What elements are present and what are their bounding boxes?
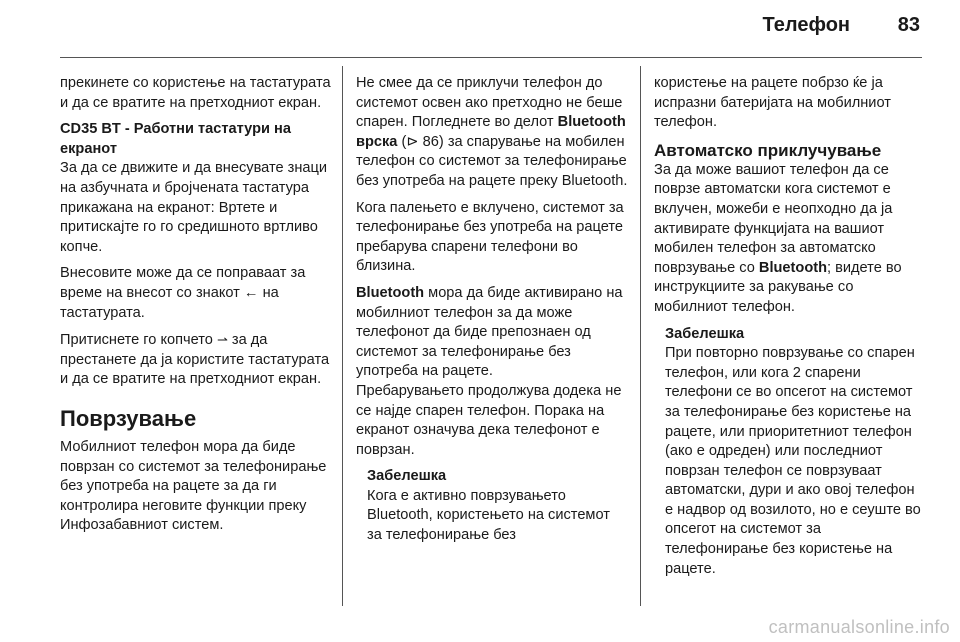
paragraph-connection: Мобилниот телефон мора да биде поврзан со системот за телефонирање без употреба на рацете за да ги контролира неговите функции преку Инфозабавниот систем. — [60, 438, 327, 534]
bluetooth-term-2: Bluetooth — [758, 259, 828, 276]
paragraph-bluetooth-active — [356, 284, 628, 382]
paragraph-battery-cont: користење на рацете побрзо ќе ја испразни батеријата на мобилниот телефон. — [654, 75, 891, 131]
bluetooth-term: Bluetooth — [356, 284, 425, 301]
bluetooth-active-text: мора да биде активирано на мобилниот телефон за да може телефонот да биде препознаен од системот за телефонирање без употреба на рацете. — [356, 284, 623, 380]
pairing-text-b: за спарување на мобилен телефон со системот за телефонирање без употреба на рацете преку Bluetooth. — [356, 133, 628, 189]
paragraph-corrections: Внесовите може да се поправаат за време на внесот со знакот ← на тастатурата. — [60, 265, 306, 321]
paragraph-keyboard-nav: За да се движите и да внесувате знаци на азбучната и бројчената тастатура прикажана на екранот: Вртете и притискајте го го средишното вртливо копче. — [60, 160, 328, 255]
page-header — [0, 0, 960, 60]
paragraph-auto-connect — [654, 161, 924, 318]
exit-text-b: за да престанете да ја користите тастатурата и да се вратите на претходниот екран. — [60, 332, 330, 388]
page-number: 83 — [897, 14, 920, 36]
note-text: Кога е активно поврзувањето Bluetooth, користењето на системот за телефонирање без — [367, 487, 610, 544]
column-2 — [356, 74, 628, 546]
column-divider-1 — [342, 66, 343, 606]
header-divider — [60, 57, 922, 58]
intro-paragraph: прекинете со користење на тастатурата и да се вратите на претходниот екран. — [60, 75, 331, 111]
page-ref: (⊳ 86) — [401, 133, 444, 150]
auto-connect-text-a: За да може вашиот телефон да се поврзе автоматски кога системот е вклучен, можеби е неопходно да ја активирате функцијата на вашиот мобилен телефон за автоматско поврзување со — [654, 161, 893, 276]
column-1 — [60, 74, 332, 543]
pairing-text-a: Не смее да се приклучи телефон до системот освен ако претходно не беше спарен. Погледнете во делот — [356, 75, 623, 131]
paragraph-search: Пребарувањето продолжува додека не се најде спарен телефон. Порака на екранот означува дека телефонот е поврзан. — [356, 382, 622, 458]
heading-connection: Поврзување — [60, 405, 197, 431]
bluetooth-link-ref: Bluetooth врска — [356, 114, 626, 150]
paragraph-exit-keyboard — [60, 330, 332, 390]
section-title-keyboard: CD35 BT - Работни тастатури на екранот — [60, 121, 291, 157]
note-title-2: Забелешка — [665, 325, 745, 342]
column-3 — [654, 74, 924, 579]
paragraph-pairing — [356, 74, 628, 192]
back-arrow-icon: ⇀ — [216, 332, 228, 348]
paragraph-ignition: Кога палењето е вклучено, системот за телефонирање без употреба на рацете пребарува спарени телефони во близина. — [356, 199, 624, 275]
note-text-2: При повторно поврзување со спарен телефон, или кога 2 спарени телефони се во опсегот на системот за телефонирање без користење на рацете, или приоритетниот телефон (ако е одреден) или последниот поврзан телефон се поврзуваат автоматски, дури и ако овој телефон е надвор од возилото, но е сеуште во опсегот на системот за телефонирање без користење на рацете. — [665, 345, 921, 577]
page-title: Телефон — [762, 14, 850, 36]
auto-connect-text-b: ; видете во инструкциите за ракување со мобилниот телефон. — [654, 259, 902, 315]
note-battery — [367, 467, 628, 545]
note-title: Забелешка — [367, 468, 447, 485]
column-divider-2 — [640, 66, 641, 606]
note-reconnect — [665, 325, 924, 580]
exit-text-a: Притиснете го копчето — [60, 332, 213, 349]
heading-auto-connect: Автоматско приклучување — [654, 140, 882, 160]
watermark: carmanualsonline.info — [768, 617, 950, 637]
